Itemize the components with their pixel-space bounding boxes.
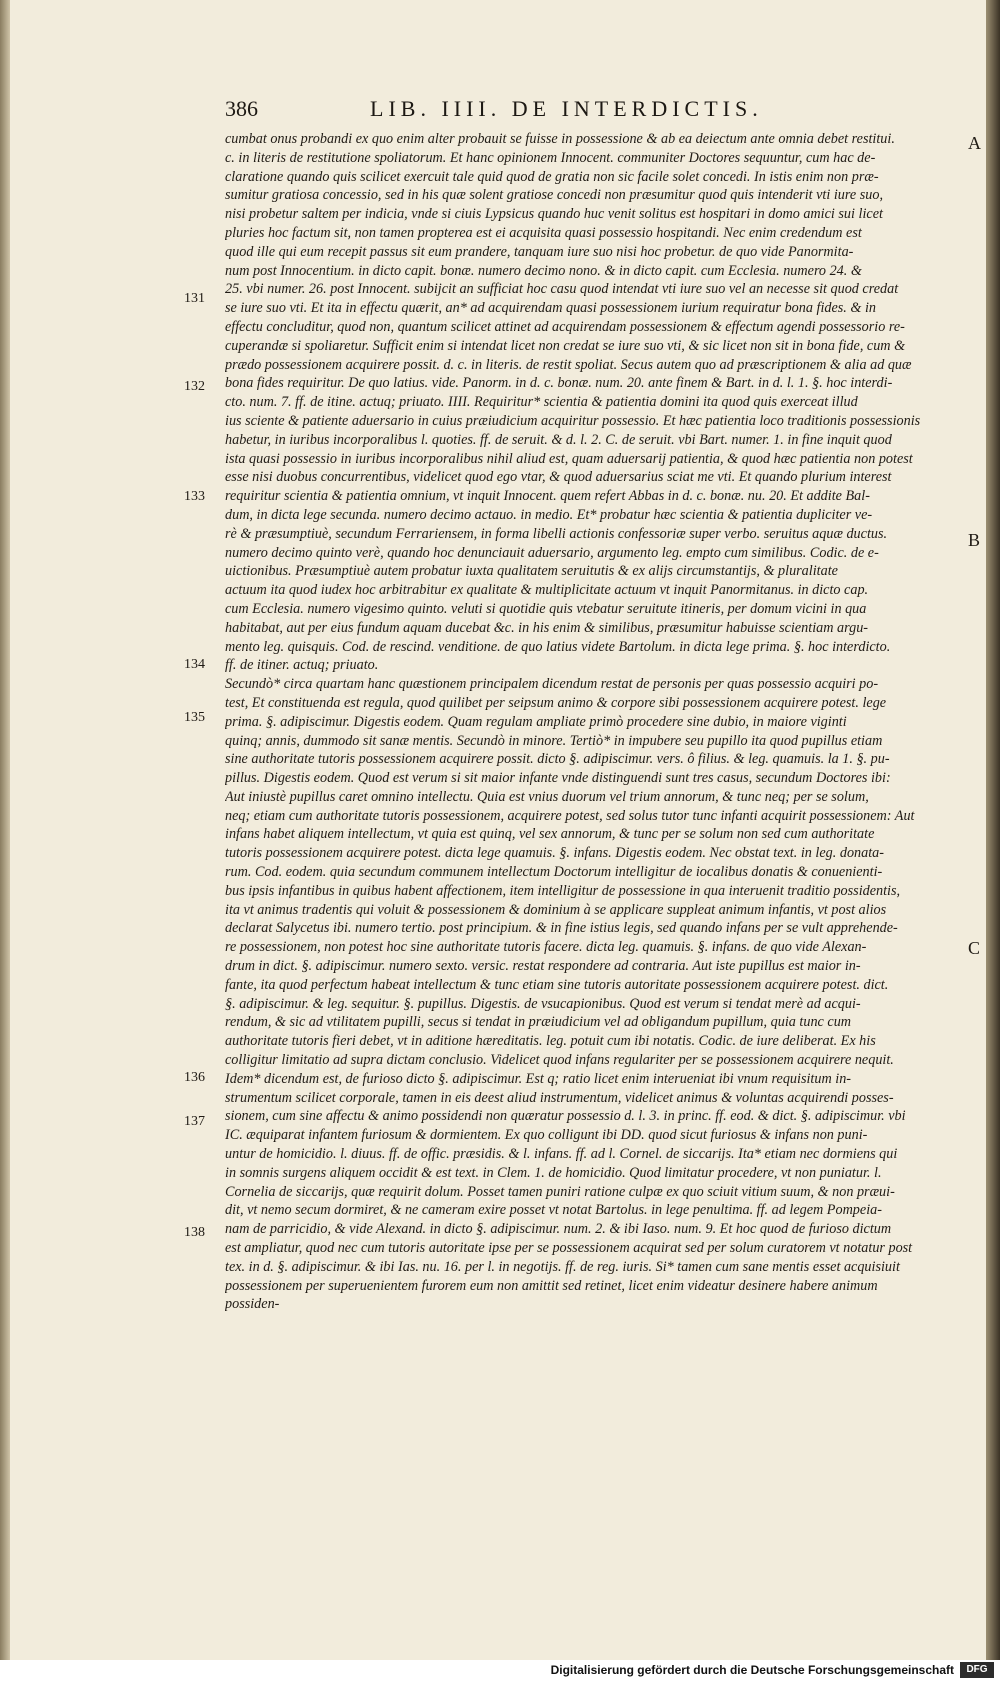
margin-number: 138: [184, 1225, 205, 1240]
text-line: bona fides requiritur. De quo latius. vide. Panorm. in d. c. bonæ. num. 20. ante finem & Bart. in d. l. 1. §. hoc interdi-: [225, 375, 893, 392]
text-line: rum. Cod. eodem. quia secundum communem intellectum Doctorum intelligitur de iocalibus donatis & conuenienti-: [225, 864, 883, 881]
text-line: sionem, cum sine affectu & animo possidendi non quæratur possessio d. l. 3. in princ. ff. eod. & dict. §. adipiscimur. vbi: [225, 1108, 906, 1125]
text-line: possiden-: [225, 1296, 280, 1313]
text-line: ius sciente & patiente aduersario in cuius præiudicium acquiritur possessio. Et hæc patientia loco traditionis possessionis: [225, 412, 921, 429]
text-line: est ampliatur, quod nec cum tutoris autoritate ipse per se possessionem acquirat sed per solum curatorem vt notatur post: [225, 1240, 913, 1257]
text-line: possessionem per superuenientem furorem eum non amittit sed retinet, licet enim videatur desinere habere animum: [225, 1277, 878, 1294]
text-line: Cornelia de siccarijs, quæ requirit dolum. Posset tamen puniri ratione culpæ ex quo sciuit vitium suum, & non præui-: [225, 1183, 895, 1200]
text-line: c. in literis de restitutione spoliatorum. Et hanc opinionem Innocent. communiter Doctores sequuntur, cum hac de-: [225, 149, 876, 166]
text-line: prima. §. adipiscimur. Digestis eodem. Quam regulam ampliate primò procedere sine dubio, in maiore viginti: [225, 713, 847, 730]
text-line: Secundò* circa quartam hanc quæstionem principalem dicendum restat de personis per quas possessio acquiri po-: [225, 676, 879, 693]
text-line: Idem* dicendum est, de furioso dicto §. adipiscimur. Est q; ratio licet enim interueniat ibi vnum requisitum in-: [225, 1070, 852, 1087]
book-edge-left: [0, 0, 10, 1660]
text-line: authoritate tutoris fieri debet, vt in aditione hæreditatis. leg. potuit cum ibi notatis. Codic. de iure deliberat. Ex his: [225, 1033, 876, 1050]
margin-letter: C: [968, 938, 981, 958]
text-line: habitabat, aut per eius fundum aquam ducebat &c. in his enim & similibus, præsumitur habuisse scientiam argu-: [225, 619, 869, 636]
margin-number: 135: [184, 710, 205, 725]
book-page: [10, 0, 986, 1660]
text-line: [225, 1314, 935, 1333]
book-edge-right: [986, 0, 1000, 1660]
running-title: LIB. IIII. DE INTERDICTIS.: [370, 96, 763, 121]
text-line: dit, vt nemo secum dormiret, & ne cameram exire posset vt notat Bartolus. in lege penultima. ff. ad legem Pompeia-: [225, 1202, 882, 1219]
running-head: [10, 96, 986, 126]
text-line: tutoris possessionem acquirere potest. dicta lege quamuis. §. infans. Digestis eodem. Nec obstat text. in leg. donata-: [225, 845, 884, 862]
text-line: ff. de itiner. actuq; priuato.: [225, 657, 379, 674]
text-line: rendum, & sic ad vtilitatem pupilli, secus si tendat in præiudicium vel ad obligandum pupillum, quia tunc cum: [225, 1014, 852, 1031]
text-line: pluries hoc factum sit, non tamen propterea est ei acquisita quasi possessio hospitandi. Nec enim credendum est: [225, 224, 862, 241]
margin-letter: B: [968, 530, 981, 550]
text-line: rè & præsumptiuè, secundum Ferrariensem, in forma libelli actionis confessoriæ super verbo. seruitus aquæ ductus.: [225, 525, 888, 542]
text-line: claratione quando quis scilicet exercuit tale quid quod de gratia non sic facile solet concedi. In istis enim non præ-: [225, 168, 879, 185]
text-line: sumitur gratiosa concessio, sed in his quæ solent gratiose concedi non præsumitur quod quis intenderit vti iure suo,: [225, 187, 883, 204]
margin-letter: A: [968, 133, 981, 153]
text-line: test, Et constituenda est regula, quod quilibet per seipsum animo & corpore sibi possessionem acquirere potest. lege: [225, 694, 887, 711]
text-line: Aut iniustè pupillus caret omnino intellectu. Quia est vnius duorum vel trium annorum, & tunc neq; per se solum,: [225, 788, 869, 805]
text-line: drum in dict. §. adipiscimur. numero sexto. versic. restat respondere ad contraria. Aut iste pupillus est maior in-: [225, 958, 861, 975]
text-line: fante, ita quod perfectum habeat intellectum & tunc etiam sine tutoris autoritate possessionem acquirere potest. dict.: [225, 976, 889, 993]
text-line: neq; etiam cum authoritate tutoris possessionem, acquirere potest, sed solus tutor tunc infanti acquirit possessionem: Aut: [225, 807, 915, 824]
margin-number: 136: [184, 1070, 205, 1085]
text-line: mento leg. quisquis. Cod. de rescind. venditione. de quo latius videte Bartolum. in dicta lege prima. §. hoc interdicto.: [225, 638, 891, 655]
text-line: cto. num. 7. ff. de itine. actuq; priuato. IIII. Requiritur* scientia & patientia domini ita quod quis exerceat illud: [225, 394, 858, 411]
text-line: actuum ita quod iudex hoc arbitrabitur ex qualitate & multiplicitate actuum vt inquit Panormitanus. in dicto cap.: [225, 582, 869, 599]
text-line: cuperandæ si spoliaretur. Sufficit enim si intendat licet non credat se iure suo vti, & sic licet non sit in bona fide, cum &: [225, 337, 906, 354]
margin-number: 132: [184, 379, 205, 394]
text-line: infans habet aliquem intellectum, vt quia est quinq, vel sex annorum, & tunc per se solum non sed cum authoritate: [225, 826, 875, 843]
text-line: prædo possessionem acquirere possit. d. c. in literis. de restit spoliat. Secus autem quo ad præscriptionem & alia ad quæ: [225, 356, 912, 373]
text-line: numero decimo quinto verè, quando hoc denunciauit aduersario, argumento leg. empto cum similibus. Codic. de e-: [225, 544, 879, 561]
text-line: re possessionem, non potest hoc sine authoritate tutoris facere. dicta leg. quamuis. §. infans. de quo vide Alexan-: [225, 939, 867, 956]
text-line: 25. vbi numer. 26. post Innocent. subijcit an sufficiat hoc casu quod intendat vti iure suo vel an necesse sit quod credat: [225, 281, 899, 298]
text-line: quod ille qui eum recepit passus sit eum prandere, tanquam iure suo nisi hoc probetur. de quo vide Panormita-: [225, 243, 854, 260]
margin-number: 133: [184, 489, 205, 504]
text-line: cumbat onus probandi ex quo enim alter probauit se fuisse in possessione & ab ea deiectum ante omnia debet restitui.: [225, 131, 895, 147]
text-line: declarat Salycetus ibi. numero tertio. post principium. & in fine istius legis, sed quando infans per se vult apprehende-: [225, 920, 898, 937]
page-number: 386: [225, 96, 258, 121]
body-text: [225, 130, 935, 1333]
text-line: esse nisi duobus concurrentibus, videlicet quod ego vtar, & quod aduersarius sciat me vti. Et quando plurium interest: [225, 469, 892, 486]
text-line: colligitur limitatio ad supra dictam conclusio. Videlicet quod infans regulariter per se possessionem acquirere nequit.: [225, 1052, 894, 1069]
funding-credit: Digitalisierung gefördert durch die Deutsche Forschungsgemeinschaft: [550, 1663, 954, 1677]
dfg-logo: DFG: [960, 1662, 994, 1678]
text-line: tex. in d. §. adipiscimur. & ibi Ias. nu. 16. per l. in negotijs. ff. de reg. iuris. Si* tamen cum sane mentis esset acquisiuit: [225, 1258, 900, 1275]
text-line: uictionibus. Præsumptiuè autem probatur iuxta qualitatem seruitutis & ex alijs circumstantijs, & pluralitate: [225, 563, 838, 580]
text-line: dum, in dicta lege secunda. numero decimo actauo. in medio. Et* probatur hæc scientia & patientia dupliciter ve-: [225, 506, 873, 523]
text-line: num post Innocentium. in dicto capit. bonæ. numero decimo nono. & in dicto capit. cum Ecclesia. numero 24. &: [225, 262, 862, 279]
text-line: nisi probetur saltem per indicia, vnde si ciuis Lypsicus quando huc venit solitus est hospitari in domo amici sui licet: [225, 206, 883, 223]
margin-number: 137: [184, 1114, 205, 1129]
text-line: requiritur scientia & patientia omnium, vt inquit Innocent. quem refert Abbas in d. c. bonæ. nu. 20. Et addite Bal-: [225, 488, 870, 505]
text-line: sine authoritate tutoris possessionem acquirere possit. dicto §. adipiscimur. vers. ô filius. & leg. quamuis. la 1. §. pu-: [225, 751, 890, 768]
text-line: strumentum scilicet corporale, tamen in eis deest aliud instrumentum, videlicet animus & voluntas acquirendi posses-: [225, 1089, 894, 1106]
text-line: bus ipsis infantibus in quibus habent affectionem, item intelligitur de possessione in qua interuenit traditio possidentis,: [225, 882, 901, 899]
text-line: IC. æquiparat infantem furiosum & dormientem. Ex quo colligunt ibi DD. quod sicut furiosus & infans non puni-: [225, 1127, 868, 1144]
text-line: quinq; annis, dummodo sit sanæ mentis. Secundò in minore. Tertiò* in impubere seu pupillo ita quod pupillus etiam: [225, 732, 883, 749]
text-line: untur de homicidio. l. diuus. ff. de offic. præsidis. & l. infans. ff. ad l. Cornel. de siccarijs. Ita* etiam nec dormiens qui: [225, 1146, 898, 1163]
text-line: ista quasi possessio in iuribus incorporalibus nihil aliud est, quam aduersarij patientia, & quod hæc patientia non potest: [225, 450, 913, 467]
text-line: ita vt animus tradentis qui voluit & possessionem & dominium à se applicare suppleat animum infantis, vt post alios: [225, 901, 887, 918]
text-line: in somnis surgens aliquem occidit & est text. in Clem. 1. de homicidio. Quod limitatur procedere, vt non puniatur. l.: [225, 1164, 882, 1181]
margin-number: 131: [184, 291, 205, 306]
margin-number: 134: [184, 657, 205, 672]
text-line: cum Ecclesia. numero vigesimo quinto. veluti si quotidie quis vtebatur seruitute itineris, per domum vicini in qua: [225, 600, 867, 617]
text-line: §. adipiscimur. & leg. sequitur. §. pupillus. Digestis. de vsucapionibus. Quod est verum si tendat merè ad acqui-: [225, 995, 861, 1012]
footer-bar: [0, 1660, 1000, 1681]
text-line: pillus. Digestis eodem. Quod est verum si sit maior infante vnde distinguendi sunt tres casus, secundum Doctores ibi:: [225, 770, 891, 787]
text-line: habetur, in iuribus incorporalibus l. quoties. ff. de seruit. & d. l. 2. C. de seruit. vbi Bart. numer. 1. in fine inquit quod: [225, 431, 892, 448]
text-line: effectu concluditur, quod non, quantum scilicet attinet ad acquirendam possessionem & effectum agendi possessorio re-: [225, 318, 905, 335]
text-line: nam de parricidio, & vide Alexand. in dicto §. adipiscimur. num. 2. & ibi Iaso. num. 9. Et hoc quod de furioso dictum: [225, 1221, 892, 1238]
text-line: se iure suo vti. Et ita in effectu quærit, an* ad acquirendam quasi possessionem iurium requiratur bona fides. & in: [225, 300, 877, 317]
